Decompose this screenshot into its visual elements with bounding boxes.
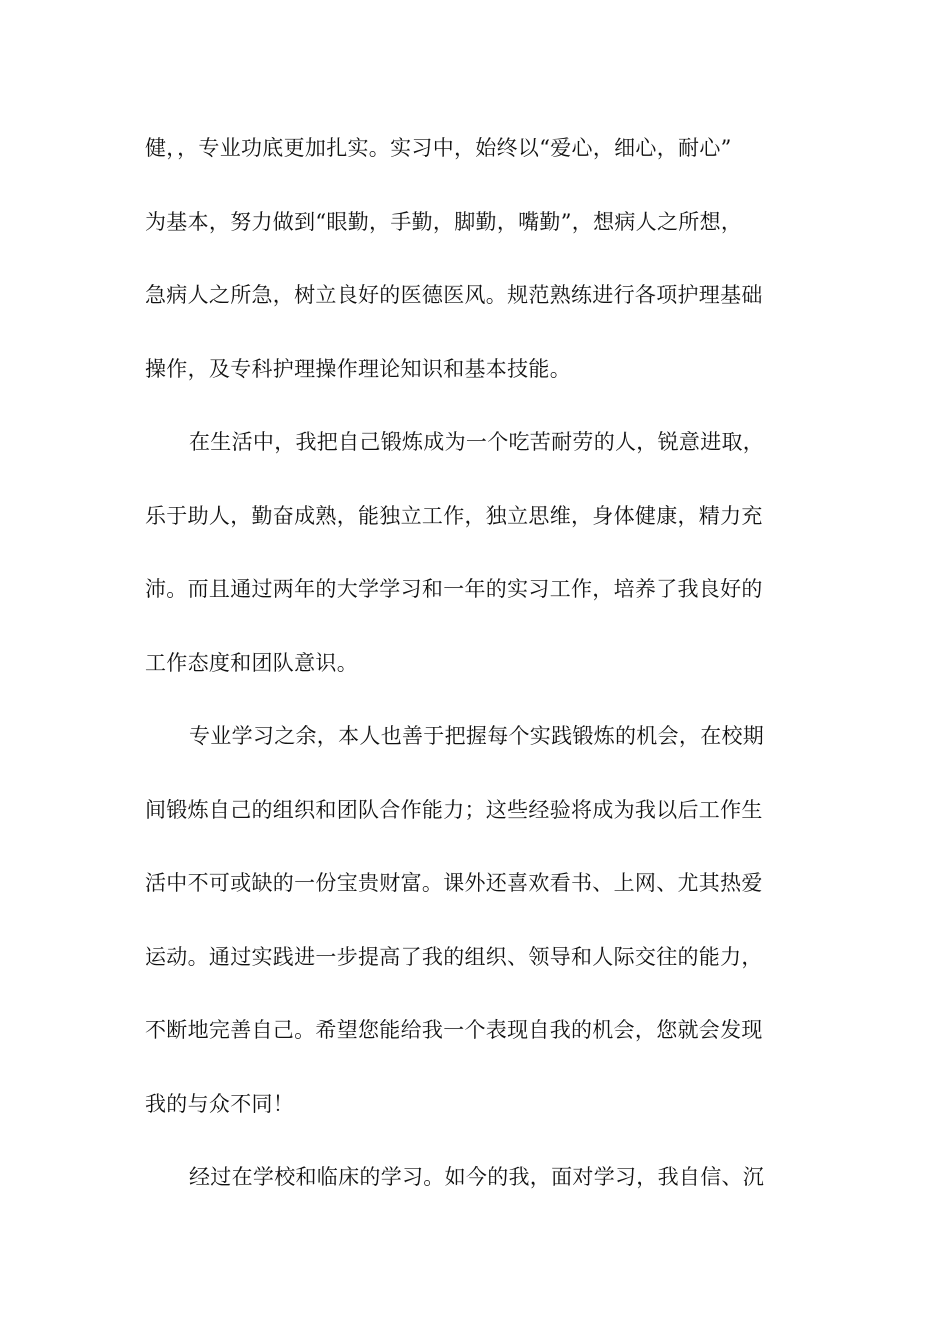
paragraph-1: [145, 127, 805, 421]
text-line: 专业学习之余，本人也善于把握每个实践锻炼的机会，在校期: [189, 724, 765, 748]
paragraph-4: [145, 1156, 805, 1230]
text-line: 活中不可或缺的一份宝贵财富。课外还喜欢看书、上网、尤其热爱: [145, 871, 763, 895]
text-line: 沛。而且通过两年的大学学习和一年的实习工作，培养了我良好的: [145, 577, 763, 601]
text-line: 不断地完善自己。希望您能给我一个表现自我的机会，您就会发现: [145, 1018, 763, 1042]
text-line: 运动。通过实践进一步提高了我的组织、领导和人际交往的能力，: [145, 944, 763, 969]
text-line: 间锻炼自己的组织和团队合作能力；这些经验将成为我以后工作生: [145, 797, 763, 822]
text-line: 在生活中，我把自己锻炼成为一个吃苦耐劳的人，锐意进取，: [189, 430, 765, 454]
text-line: 工作态度和团队意识。: [145, 650, 358, 675]
body-text: [145, 127, 805, 1230]
text-line: 健，，专业功底更加扎实。实习中，始终以“爱心，细心，耐心”: [145, 136, 732, 160]
text-line: 急病人之所急，树立良好的医德医风。规范熟练进行各项护理基础: [145, 283, 763, 307]
text-line: 为基本，努力做到“眼勤，手勤，脚勤，嘴勤”，想病人之所想，: [145, 209, 743, 234]
text-line: 操作，及专科护理操作理论知识和基本技能。: [145, 356, 571, 381]
text-line: 我的与众不同！: [145, 1091, 295, 1116]
paragraph-2: [145, 421, 805, 715]
text-line: 乐于助人，勤奋成熟，能独立工作，独立思维，身体健康，精力充: [145, 503, 763, 528]
paragraph-3: [145, 715, 805, 1156]
text-line: 经过在学校和临床的学习。如今的我，面对学习，我自信、沉: [189, 1165, 765, 1189]
